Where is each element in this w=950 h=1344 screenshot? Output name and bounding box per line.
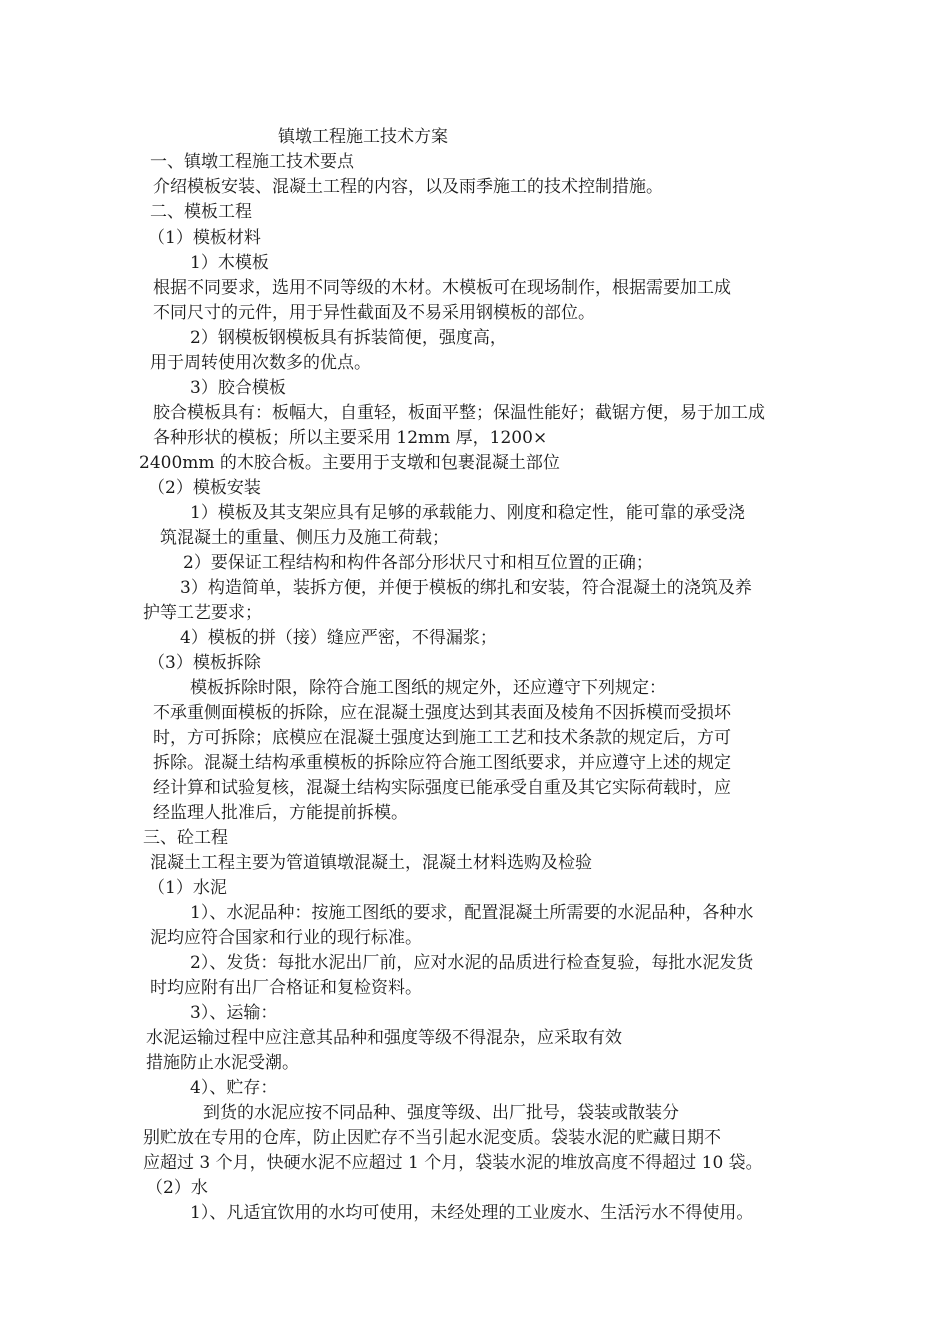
text-line: 一、镇墩工程施工技术要点 xyxy=(150,152,354,172)
text-line: 泥均应符合国家和行业的现行标准。 xyxy=(150,928,422,948)
text-line: （3）模板拆除 xyxy=(148,653,261,673)
text-line: 护等工艺要求； xyxy=(143,603,262,623)
text-line: 各种形状的模板；所以主要采用 12mm 厚，1200× xyxy=(153,428,548,448)
text-line: 混凝土工程主要为管道镇墩混凝土，混凝土材料选购及检验 xyxy=(150,853,592,873)
text-line: 2）钢模板钢模板具有拆装简便，强度高， xyxy=(190,328,507,348)
text-line: 经计算和试验复核，混凝土结构实际强度已能承受自重及其它实际荷载时，应 xyxy=(153,778,731,798)
text-line: （1）模板材料 xyxy=(148,228,261,248)
text-line: 胶合模板具有：板幅大，自重轻，板面平整；保温性能好；截锯方便，易于加工成 xyxy=(153,403,765,423)
text-line: 4）模板的拼（接）缝应严密，不得漏浆； xyxy=(180,628,497,648)
text-line: 3）构造简单，装拆方便，并便于模板的绑扎和安装，符合混凝土的浇筑及养 xyxy=(180,578,752,598)
text-line: 3）胶合模板 xyxy=(190,378,286,398)
text-line: 二、模板工程 xyxy=(150,202,252,222)
text-line: 应超过 3 个月，快硬水泥不应超过 1 个月，袋装水泥的堆放高度不得超过 10 袋。 xyxy=(143,1153,763,1173)
text-line: 2）、发货：每批水泥出厂前，应对水泥的品质进行检查复验，每批水泥发货 xyxy=(190,953,754,973)
text-line: 1）木模板 xyxy=(190,253,269,273)
text-line: 时，方可拆除；底模应在混凝土强度达到施工工艺和技术条款的规定后，方可 xyxy=(153,728,731,748)
text-line: 介绍模板安装、混凝土工程的内容，以及雨季施工的技术控制措施。 xyxy=(153,177,663,197)
text-line: 拆除。混凝土结构承重模板的拆除应符合施工图纸要求，并应遵守上述的规定 xyxy=(153,753,731,773)
text-line: 不同尺寸的元件，用于异性截面及不易采用钢模板的部位。 xyxy=(153,303,595,323)
text-line: 1）、水泥品种：按施工图纸的要求，配置混凝土所需要的水泥品种，各种水 xyxy=(190,903,754,923)
text-line: 时均应附有出厂合格证和复检资料。 xyxy=(150,978,422,998)
text-line: 模板拆除时限，除符合施工图纸的规定外，还应遵守下列规定： xyxy=(190,678,666,698)
text-line: （1）水泥 xyxy=(148,878,227,898)
text-line: 3）、运输： xyxy=(190,1003,278,1023)
text-line: 水泥运输过程中应注意其品种和强度等级不得混杂，应采取有效 xyxy=(146,1028,622,1048)
document-title: 镇墩工程施工技术方案 xyxy=(278,127,448,147)
text-line: 2400mm 的木胶合板。主要用于支墩和包裹混凝土部位 xyxy=(139,453,560,473)
text-line: 不承重侧面模板的拆除，应在混凝土强度达到其表面及棱角不因拆模而受损坏 xyxy=(153,703,731,723)
text-line: 用于周转使用次数多的优点。 xyxy=(150,353,371,373)
text-line: 1）模板及其支架应具有足够的承载能力、刚度和稳定性，能可靠的承受浇 xyxy=(190,503,745,523)
text-line: 别贮放在专用的仓库，防止因贮存不当引起水泥变质。袋装水泥的贮藏日期不 xyxy=(143,1128,721,1148)
text-line: 2）要保证工程结构和构件各部分形状尺寸和相互位置的正确； xyxy=(183,553,653,573)
text-line: 到货的水泥应按不同品种、强度等级、出厂批号，袋装或散装分 xyxy=(203,1103,679,1123)
text-line: （2）水 xyxy=(146,1178,208,1198)
text-line: 根据不同要求，选用不同等级的木材。木模板可在现场制作，根据需要加工成 xyxy=(153,278,731,298)
text-line: 4）、贮存： xyxy=(190,1078,278,1098)
text-line: 措施防止水泥受潮。 xyxy=(146,1053,299,1073)
text-line: 经监理人批准后，方能提前拆模。 xyxy=(153,803,408,823)
text-line: （2）模板安装 xyxy=(148,478,261,498)
text-line: 1）、凡适宜饮用的水均可使用，未经处理的工业废水、生活污水不得使用。 xyxy=(190,1203,754,1223)
text-line: 三、砼工程 xyxy=(143,828,228,848)
text-line: 筑混凝土的重量、侧压力及施工荷载； xyxy=(160,528,449,548)
